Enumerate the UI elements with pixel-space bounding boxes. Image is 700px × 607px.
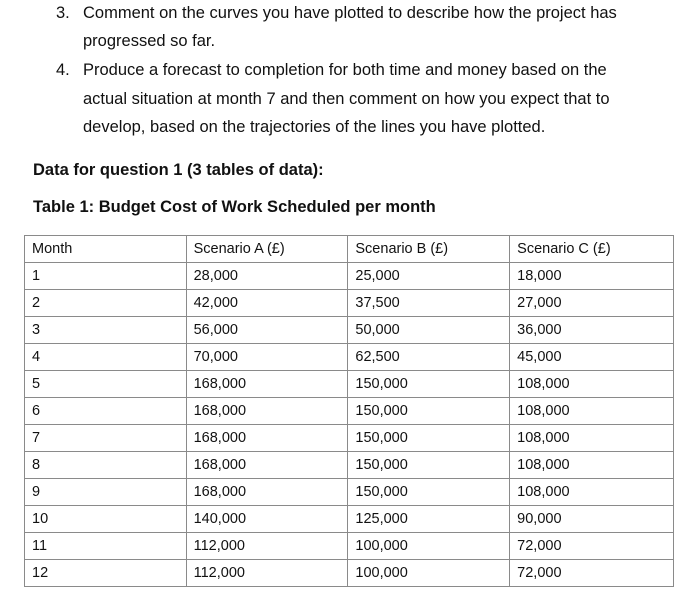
scenario-a-cell: 70,000	[186, 344, 348, 371]
column-header-scenario-c: Scenario C (£)	[510, 236, 674, 263]
question-text-line: actual situation at month 7 and then comment on how you expect that to	[83, 90, 610, 108]
scenario-b-cell: 150,000	[348, 371, 510, 398]
scenario-a-cell: 112,000	[186, 560, 348, 587]
question-number: 3.	[56, 4, 70, 22]
scenario-a-cell: 56,000	[186, 317, 348, 344]
scenario-c-cell: 108,000	[510, 479, 674, 506]
scenario-c-cell: 72,000	[510, 560, 674, 587]
question-text-line: develop, based on the trajectories of the lines you have plotted.	[83, 118, 546, 136]
question-text-line: progressed so far.	[83, 32, 216, 50]
column-header-month: Month	[25, 236, 187, 263]
table-header-row	[25, 236, 674, 263]
scenario-a-cell: 168,000	[186, 452, 348, 479]
scenario-a-cell: 168,000	[186, 425, 348, 452]
scenario-b-cell: 125,000	[348, 506, 510, 533]
question-number: 4.	[56, 61, 70, 79]
scenario-a-cell: 28,000	[186, 263, 348, 290]
scenario-b-cell: 50,000	[348, 317, 510, 344]
table-body	[25, 263, 674, 587]
scenario-b-cell: 150,000	[348, 479, 510, 506]
month-cell: 4	[25, 344, 187, 371]
scenario-b-cell: 150,000	[348, 398, 510, 425]
scenario-c-cell: 108,000	[510, 398, 674, 425]
table-row	[25, 263, 674, 290]
scenario-c-cell: 18,000	[510, 263, 674, 290]
scenario-c-cell: 45,000	[510, 344, 674, 371]
scenario-a-cell: 168,000	[186, 371, 348, 398]
column-header-scenario-b: Scenario B (£)	[348, 236, 510, 263]
scenario-a-cell: 168,000	[186, 398, 348, 425]
table-row	[25, 290, 674, 317]
scenario-c-cell: 72,000	[510, 533, 674, 560]
month-cell: 3	[25, 317, 187, 344]
scenario-b-cell: 100,000	[348, 533, 510, 560]
question-text-line: Produce a forecast to completion for both time and money based on the	[83, 61, 607, 79]
month-cell: 12	[25, 560, 187, 587]
scenario-c-cell: 108,000	[510, 425, 674, 452]
scenario-b-cell: 100,000	[348, 560, 510, 587]
scenario-c-cell: 108,000	[510, 452, 674, 479]
month-cell: 8	[25, 452, 187, 479]
scenario-c-cell: 108,000	[510, 371, 674, 398]
scenario-b-cell: 25,000	[348, 263, 510, 290]
column-header-scenario-a: Scenario A (£)	[186, 236, 348, 263]
scenario-c-cell: 36,000	[510, 317, 674, 344]
scenario-b-cell: 150,000	[348, 425, 510, 452]
scenario-a-cell: 42,000	[186, 290, 348, 317]
month-cell: 2	[25, 290, 187, 317]
table-row	[25, 398, 674, 425]
table-row	[25, 506, 674, 533]
table-row	[25, 344, 674, 371]
table-row	[25, 560, 674, 587]
scenario-a-cell: 168,000	[186, 479, 348, 506]
month-cell: 5	[25, 371, 187, 398]
month-cell: 11	[25, 533, 187, 560]
scenario-a-cell: 140,000	[186, 506, 348, 533]
month-cell: 9	[25, 479, 187, 506]
table-row	[25, 317, 674, 344]
bcws-table	[24, 235, 674, 587]
scenario-b-cell: 62,500	[348, 344, 510, 371]
scenario-b-cell: 150,000	[348, 452, 510, 479]
table-row	[25, 425, 674, 452]
table-row	[25, 533, 674, 560]
table-row	[25, 479, 674, 506]
scenario-c-cell: 27,000	[510, 290, 674, 317]
table-row	[25, 371, 674, 398]
scenario-a-cell: 112,000	[186, 533, 348, 560]
month-cell: 7	[25, 425, 187, 452]
scenario-b-cell: 37,500	[348, 290, 510, 317]
month-cell: 6	[25, 398, 187, 425]
question-text-line: Comment on the curves you have plotted to describe how the project has	[83, 4, 617, 22]
month-cell: 1	[25, 263, 187, 290]
table-row	[25, 452, 674, 479]
data-heading: Data for question 1 (3 tables of data):	[33, 161, 324, 179]
month-cell: 10	[25, 506, 187, 533]
table-title: Table 1: Budget Cost of Work Scheduled per month	[33, 198, 436, 216]
scenario-c-cell: 90,000	[510, 506, 674, 533]
